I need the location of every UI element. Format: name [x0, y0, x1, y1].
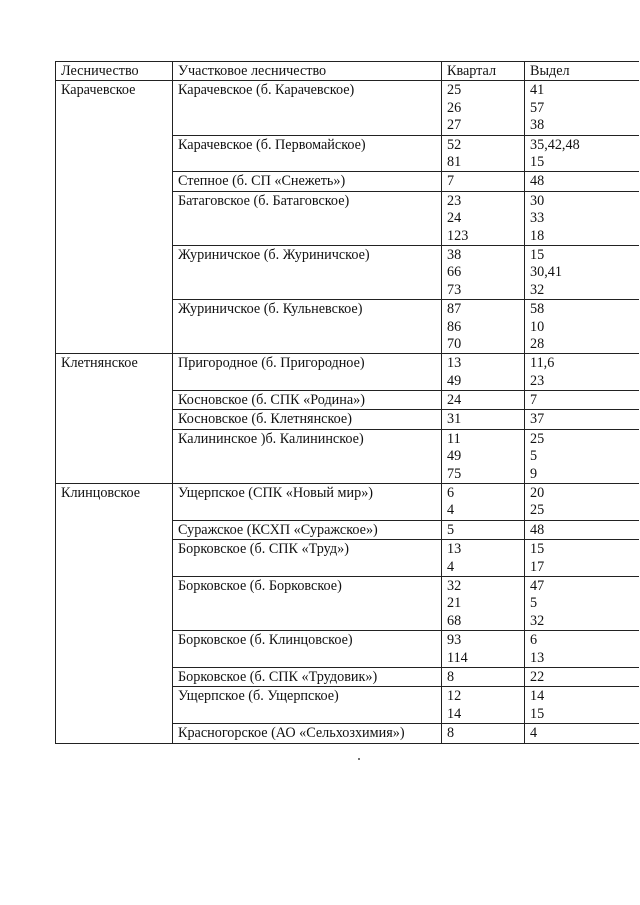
header-plot: Выдел — [525, 62, 639, 81]
plot-value: 6 — [530, 632, 538, 649]
plot-cell — [525, 540, 639, 577]
plot-value: 15 — [530, 705, 545, 722]
plot-cell — [525, 520, 639, 539]
district-cell: Карачевское (б. Первомайское) — [173, 135, 442, 172]
quarter-value: 49 — [447, 372, 462, 389]
district-cell: Ущерпское (б. Ущерпское) — [173, 687, 442, 724]
quarter-cell — [442, 667, 525, 686]
plot-value: 33 — [530, 210, 545, 227]
quarter-value: 4 — [447, 502, 455, 519]
plot-value: 10 — [530, 318, 545, 335]
plot-value: 15 — [530, 153, 545, 170]
district-cell: Борковское (б. Клинцовское) — [173, 631, 442, 668]
quarter-cell — [442, 245, 525, 299]
quarter-cell — [442, 410, 525, 429]
quarter-value: 123 — [447, 227, 469, 244]
plot-value: 23 — [530, 372, 545, 389]
scan-speck — [358, 758, 360, 760]
plot-cell — [525, 172, 639, 191]
plot-value: 47 — [530, 578, 545, 595]
quarter-value: 8 — [447, 725, 455, 742]
quarter-value: 52 — [447, 136, 462, 153]
quarter-value: 86 — [447, 318, 462, 335]
quarter-cell — [442, 300, 525, 354]
district-cell: Борковское (б. Борковское) — [173, 577, 442, 631]
district-cell: Суражское (КСХП «Суражское») — [173, 520, 442, 539]
plot-cell — [525, 429, 639, 483]
quarter-value: 13 — [447, 541, 462, 558]
table-row — [56, 81, 639, 135]
district-cell: Ущерпское (СПК «Новый мир») — [173, 484, 442, 521]
quarter-cell — [442, 631, 525, 668]
header-row — [56, 62, 639, 81]
quarter-cell — [442, 484, 525, 521]
plot-value: 30 — [530, 192, 545, 209]
plot-value: 14 — [530, 688, 545, 705]
quarter-cell — [442, 354, 525, 391]
forestry-cell: Клетнянское — [56, 354, 173, 484]
plot-cell — [525, 687, 639, 724]
quarter-value: 21 — [447, 595, 462, 612]
plot-value: 38 — [530, 117, 545, 134]
quarter-value: 73 — [447, 281, 462, 298]
quarter-value: 11 — [447, 430, 461, 447]
plot-cell — [525, 410, 639, 429]
quarter-cell — [442, 81, 525, 135]
quarter-value: 31 — [447, 411, 462, 428]
plot-value: 17 — [530, 558, 545, 575]
plot-value: 4 — [530, 725, 538, 742]
district-cell: Журиничское (б. Журиничское) — [173, 245, 442, 299]
quarter-value: 25 — [447, 82, 462, 99]
quarter-value: 24 — [447, 210, 462, 227]
plot-cell — [525, 631, 639, 668]
district-cell: Борковское (б. СПК «Трудовик») — [173, 667, 442, 686]
plot-cell — [525, 300, 639, 354]
district-cell: Пригородное (б. Пригородное) — [173, 354, 442, 391]
plot-value: 18 — [530, 227, 545, 244]
plot-value: 28 — [530, 335, 545, 352]
quarter-value: 14 — [447, 705, 462, 722]
plot-cell — [525, 667, 639, 686]
quarter-value: 12 — [447, 688, 462, 705]
plot-cell — [525, 135, 639, 172]
quarter-value: 13 — [447, 355, 462, 372]
quarter-cell — [442, 135, 525, 172]
quarter-value: 38 — [447, 246, 462, 263]
plot-value: 11,6 — [530, 355, 555, 372]
plot-value: 15 — [530, 246, 545, 263]
quarter-cell — [442, 429, 525, 483]
plot-cell — [525, 81, 639, 135]
plot-cell — [525, 191, 639, 245]
district-cell: Косновское (б. СПК «Родина») — [173, 391, 442, 410]
forestry-cell: Клинцовское — [56, 484, 173, 744]
quarter-value: 87 — [447, 301, 462, 318]
plot-cell — [525, 577, 639, 631]
quarter-cell — [442, 520, 525, 539]
plot-value: 25 — [530, 502, 545, 519]
plot-cell — [525, 245, 639, 299]
quarter-value: 4 — [447, 558, 455, 575]
quarter-cell — [442, 724, 525, 743]
plot-value: 30,41 — [530, 264, 562, 281]
plot-value: 9 — [530, 465, 538, 482]
forestry-cell: Карачевское — [56, 81, 173, 354]
quarter-cell — [442, 191, 525, 245]
plot-value: 48 — [530, 173, 545, 190]
plot-value: 57 — [530, 99, 545, 116]
plot-value: 5 — [530, 448, 538, 465]
quarter-value: 114 — [447, 649, 468, 666]
header-district: Участковое лесничество — [173, 62, 442, 81]
district-cell: Калининское )б. Калининское) — [173, 429, 442, 483]
quarter-value: 27 — [447, 117, 462, 134]
plot-value: 20 — [530, 485, 545, 502]
quarter-value: 68 — [447, 612, 462, 629]
district-cell: Журиничское (б. Кульневское) — [173, 300, 442, 354]
plot-cell — [525, 391, 639, 410]
district-cell: Степное (б. СП «Снежеть») — [173, 172, 442, 191]
quarter-value: 66 — [447, 264, 462, 281]
plot-value: 25 — [530, 430, 545, 447]
plot-value: 41 — [530, 82, 545, 99]
plot-value: 32 — [530, 281, 545, 298]
quarter-value: 24 — [447, 392, 462, 409]
plot-value: 7 — [530, 392, 538, 409]
quarter-value: 75 — [447, 465, 462, 482]
quarter-value: 6 — [447, 485, 455, 502]
header-quarter: Квартал — [442, 62, 525, 81]
quarter-value: 32 — [447, 578, 462, 595]
quarter-value: 7 — [447, 173, 455, 190]
plot-value: 5 — [530, 595, 538, 612]
plot-value: 37 — [530, 411, 545, 428]
plot-value: 22 — [530, 668, 545, 685]
quarter-cell — [442, 577, 525, 631]
quarter-value: 93 — [447, 632, 462, 649]
quarter-cell — [442, 687, 525, 724]
district-cell: Борковское (б. СПК «Труд») — [173, 540, 442, 577]
plot-value: 15 — [530, 541, 545, 558]
quarter-value: 49 — [447, 448, 462, 465]
plot-cell — [525, 724, 639, 743]
forestry-table — [55, 61, 639, 744]
table-row — [56, 484, 639, 521]
quarter-value: 5 — [447, 521, 455, 538]
plot-value: 35,42,48 — [530, 136, 580, 153]
plot-value: 32 — [530, 612, 545, 629]
plot-cell — [525, 354, 639, 391]
district-cell: Батаговское (б. Батаговское) — [173, 191, 442, 245]
table-body — [56, 81, 639, 743]
quarter-cell — [442, 540, 525, 577]
plot-value: 58 — [530, 301, 545, 318]
district-cell: Косновское (б. Клетнянское) — [173, 410, 442, 429]
district-cell: Карачевское (б. Карачевское) — [173, 81, 442, 135]
plot-value: 48 — [530, 521, 545, 538]
quarter-value: 26 — [447, 99, 462, 116]
quarter-value: 70 — [447, 335, 462, 352]
plot-value: 13 — [530, 649, 545, 666]
quarter-value: 81 — [447, 153, 462, 170]
quarter-cell — [442, 172, 525, 191]
plot-cell — [525, 484, 639, 521]
district-cell: Красногорское (АО «Сельхозхимия») — [173, 724, 442, 743]
quarter-cell — [442, 391, 525, 410]
quarter-value: 23 — [447, 192, 462, 209]
header-forestry: Лесничество — [56, 62, 173, 81]
quarter-value: 8 — [447, 668, 455, 685]
table-row — [56, 354, 639, 391]
